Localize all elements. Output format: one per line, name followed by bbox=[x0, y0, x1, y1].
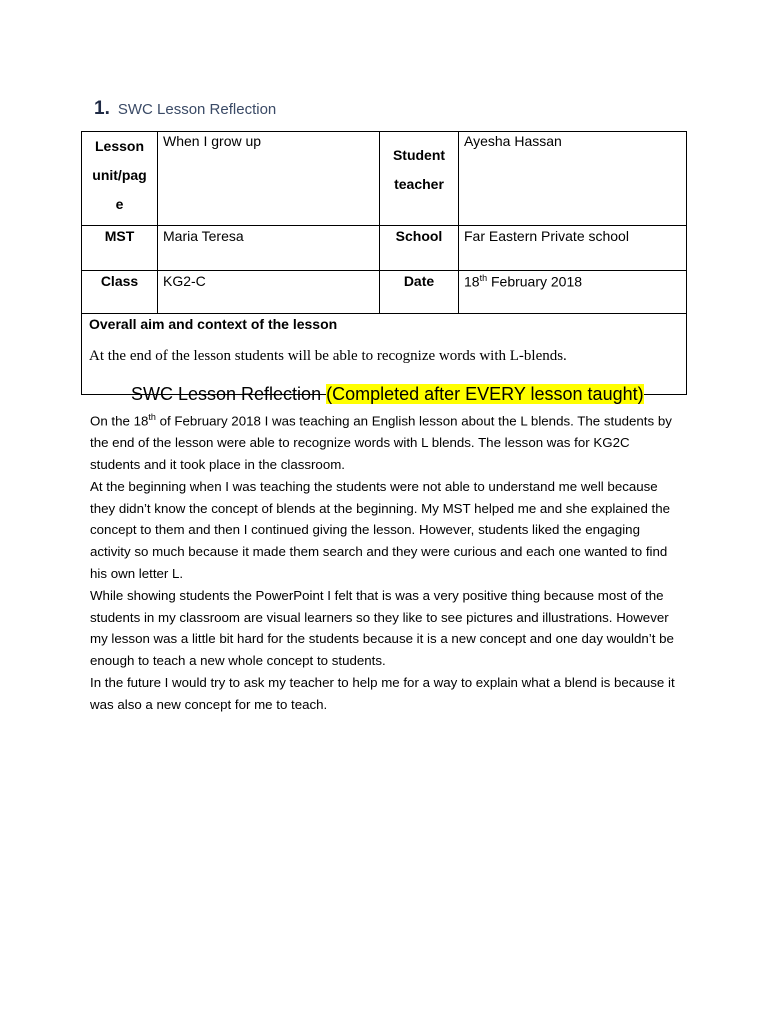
reflection-title-text: SWC Lesson Reflection bbox=[131, 384, 327, 404]
table-row bbox=[82, 226, 687, 271]
aim-cell bbox=[82, 314, 687, 395]
mst-value: Maria Teresa bbox=[158, 226, 380, 271]
student-value: Ayesha Hassan bbox=[459, 132, 687, 226]
date-label: Date bbox=[380, 271, 459, 314]
reflection-body bbox=[90, 407, 680, 716]
lesson-label-line: unit/pag bbox=[92, 167, 147, 183]
table-row bbox=[82, 132, 687, 226]
school-label: School bbox=[380, 226, 459, 271]
class-value: KG2-C bbox=[158, 271, 380, 314]
section-title: SWC Lesson Reflection bbox=[117, 101, 277, 118]
p1-sup: th bbox=[148, 412, 156, 422]
date-day: 18 bbox=[464, 273, 480, 290]
class-label: Class bbox=[82, 271, 158, 314]
reflection-paragraph: In the future I would try to ask my teacher to help me for a way to explain what a blend is because it was also a new concept for me to teach. bbox=[90, 674, 675, 712]
reflection-paragraph: While showing students the PowerPoint I felt that is was a very positive thing because most of the students in my classroom are visual learners so they like to see pictures and illustrations. However my lesson was a little bit hard for the students because it is a new concept and one day wouldn’t be enough to teach a new whole concept to students. bbox=[90, 587, 674, 669]
p1-rest: of February 2018 I was teaching an English lesson about the L blends. The students by the end of the lesson were able to recognize words with L blends. The lesson was for KG2C students and it took place in the classroom. bbox=[90, 413, 672, 473]
reflection-title-highlight: (Completed after EVERY lesson taught) bbox=[326, 384, 644, 404]
school-value: Far Eastern Private school bbox=[459, 226, 687, 271]
student-label-line: teacher bbox=[394, 176, 444, 192]
reflection-paragraph bbox=[90, 407, 680, 476]
reflection-paragraph: At the beginning when I was teaching the students were not able to understand me well because they didn’t know the concept of blends at the beginning. My MST helped me and she explained the concept to them and then I continued giving the lesson. However, students liked the engaging activity so much because it made them search and they were curious and each one wanted to find his own letter L. bbox=[90, 478, 671, 581]
lesson-label-cell bbox=[82, 132, 158, 226]
student-label-cell bbox=[380, 132, 459, 226]
section-heading bbox=[94, 98, 276, 120]
aim-text: At the end of the lesson students will be able to recognize words with L-blends. bbox=[89, 348, 567, 364]
date-value bbox=[459, 271, 687, 314]
lesson-value: When I grow up bbox=[158, 132, 380, 226]
p1-start: On the 18 bbox=[90, 413, 149, 429]
lesson-label-line: Lesson bbox=[94, 138, 144, 154]
reflection-title bbox=[131, 384, 644, 405]
mst-label: MST bbox=[82, 226, 158, 271]
table-row bbox=[82, 271, 687, 314]
student-label-line: Student bbox=[392, 147, 446, 163]
lesson-label-line: e bbox=[115, 196, 124, 212]
date-suffix: th bbox=[479, 273, 488, 283]
date-rest: February 2018 bbox=[487, 273, 583, 290]
table-row bbox=[82, 314, 687, 395]
lesson-info-table bbox=[81, 131, 687, 395]
aim-heading: Overall aim and context of the lesson bbox=[89, 316, 338, 332]
section-number: 1. bbox=[94, 98, 110, 119]
